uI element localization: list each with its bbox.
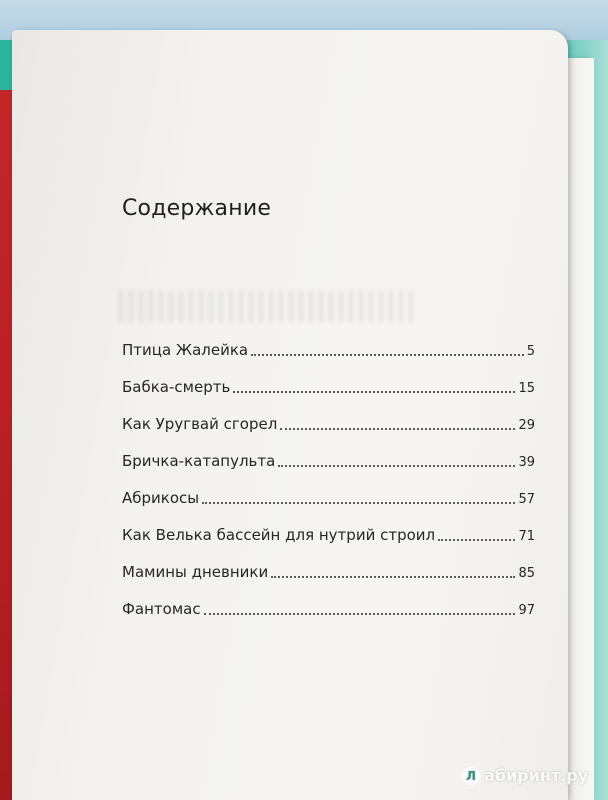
toc-entry (122, 396, 535, 433)
toc-entry-label: Мамины дневники (122, 563, 269, 581)
watermark-text: абиринт.ру (484, 766, 589, 785)
toc-entry (122, 322, 535, 359)
labirint-logo-icon: Л (462, 767, 480, 785)
toc-entry-label: Как Велька бассейн для нутрий строил (122, 526, 436, 544)
toc-entry-page: 5 (526, 344, 535, 359)
toc-entry-label: Бричка-катапульта (122, 452, 276, 470)
toc-entry-label: Абрикосы (122, 489, 200, 507)
toc-entry-page: 71 (518, 529, 535, 544)
toc-entry (122, 581, 535, 618)
toc-entry-page: 97 (518, 603, 535, 618)
toc-entry (122, 544, 535, 581)
toc-entry-page: 15 (518, 381, 535, 396)
dot-leader (251, 354, 524, 356)
toc-entry-label: Фантомас (122, 600, 201, 618)
dot-leader (271, 576, 515, 578)
toc-entry-label: Птица Жалейка (122, 341, 249, 359)
dot-leader (204, 613, 516, 615)
toc-entry-page: 85 (518, 566, 535, 581)
toc-entry-page: 29 (518, 418, 535, 433)
toc-entry-label: Бабка-смерть (122, 378, 231, 396)
page-title: Содержание (122, 196, 272, 221)
toc-entry (122, 359, 535, 396)
toc-entry (122, 470, 535, 507)
dot-leader (438, 539, 515, 541)
toc-entry (122, 507, 535, 544)
toc-entry (122, 433, 535, 470)
dot-leader (278, 465, 515, 467)
dot-leader (233, 391, 515, 393)
toc-entry-page: 39 (518, 455, 535, 470)
toc-entry-label: Как Уругвай сгорел (122, 415, 278, 433)
toc-entry-page: 57 (518, 492, 535, 507)
watermark (462, 766, 588, 785)
dot-leader (280, 428, 515, 430)
table-of-contents (122, 322, 535, 618)
show-through-text (118, 290, 418, 322)
dot-leader (202, 502, 515, 504)
